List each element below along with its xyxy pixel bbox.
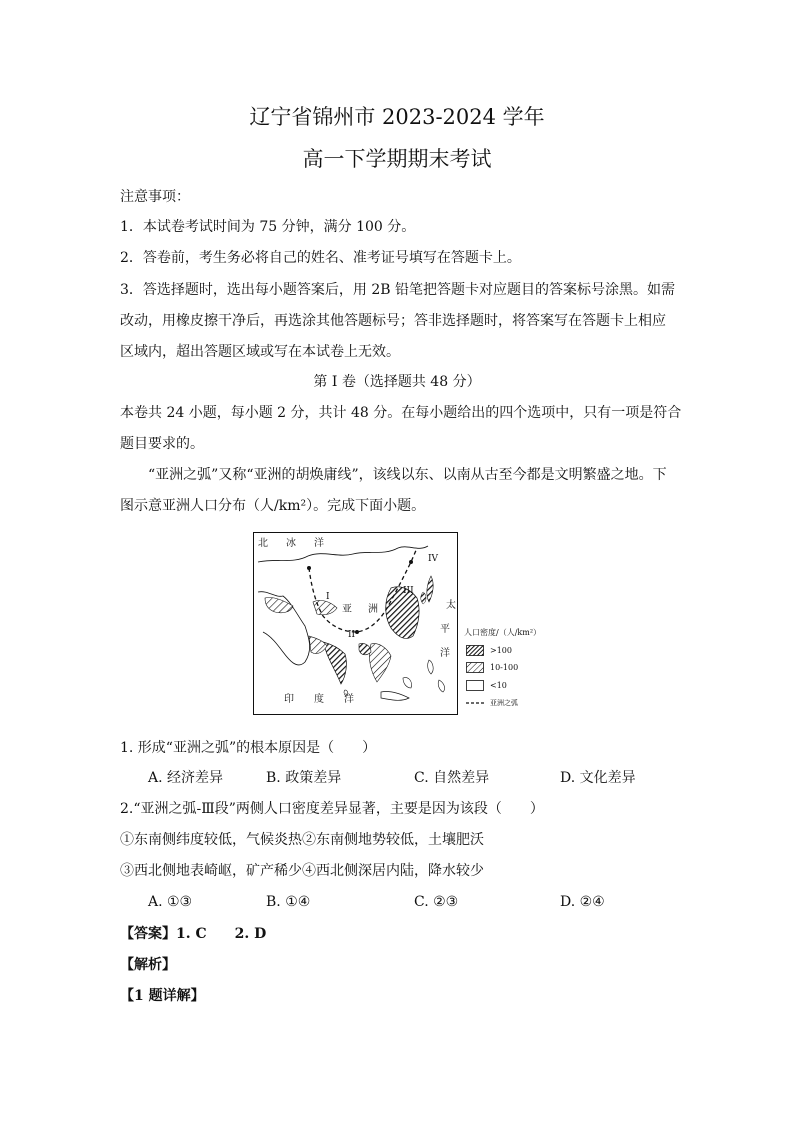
map-label-ya: 亚	[342, 604, 352, 615]
notice-item-2: 2．答卷前，考生务必将自己的姓名、准考证号填写在答题卡上。	[120, 250, 521, 266]
detail-heading-1: 【1 题详解】	[120, 988, 205, 1004]
legend-mid-label: 10-100	[490, 663, 519, 672]
q2-option-d: D. ②④	[560, 894, 605, 910]
notice-item-3-line3: 区域内，超出答题区域或写在本试卷上无效。	[120, 344, 400, 360]
map-label-region-III: III	[403, 586, 414, 596]
map-label-north: 北	[258, 538, 268, 549]
q1-stem: 1. 形成“亚洲之弧”的根本原因是（ ）	[120, 740, 377, 756]
map-label-tai: 太	[446, 600, 456, 611]
q2-stem: 2.“亚洲之弧-Ⅲ段”两侧人口密度差异显著，主要是因为该段（ ）	[120, 801, 544, 817]
map-label-ping: 平	[440, 624, 450, 635]
map-label-yin: 印	[284, 694, 294, 705]
q1-option-d: D. 文化差异	[560, 770, 636, 786]
q1-option-a: A. 经济差异	[148, 770, 224, 786]
map-label-yang-indian: 洋	[344, 694, 354, 705]
q2-statements-line1: ①东南侧纬度较低，气候炎热②东南侧地势较低，土壤肥沃	[120, 832, 484, 848]
notice-item-1: 1．本试卷考试时间为 75 分钟，满分 100 分。	[120, 219, 416, 235]
map-label-yang-pacific: 洋	[440, 648, 450, 659]
q2-statements-line2: ③西北侧地表崎岖，矿产稀少④西北侧深居内陆，降水较少	[120, 863, 484, 879]
legend-swatch-low	[466, 680, 484, 691]
q2-option-c: C. ②③	[414, 894, 459, 910]
legend-title: 人口密度/（人/km²）	[464, 628, 542, 637]
map-label-bing: 冰	[286, 538, 296, 549]
legend-swatch-mid	[466, 662, 484, 673]
map-label-yang-north: 洋	[314, 538, 324, 549]
title-line1: 辽宁省锦州市 2023-2024 学年	[249, 105, 545, 129]
section-title: 第 I 卷（选择题共 48 分）	[313, 374, 481, 390]
map-label-du: 度	[314, 694, 324, 705]
legend-arc-label: 亚洲之弧	[490, 699, 518, 707]
q2-option-b: B. ①④	[266, 894, 311, 910]
q1-option-c: C. 自然差异	[414, 770, 490, 786]
answer-line: 【答案】1. C 2. D	[120, 926, 267, 942]
title-line2: 高一下学期期末考试	[302, 147, 492, 171]
section-desc-line2: 题目要求的。	[120, 436, 204, 452]
passage-line2: 图示意亚洲人口分布（人/km²）。完成下面小题。	[120, 498, 426, 514]
notice-heading: 注意事项：	[120, 189, 190, 205]
legend-arc-line	[466, 700, 486, 706]
passage-line1: “亚洲之弧”又称“亚洲的胡焕庸线”，该线以东、以南从古至今都是文明繁盛之地。下	[148, 467, 667, 483]
legend-swatch-high	[466, 645, 484, 656]
map-label-region-II: II	[348, 630, 356, 640]
map-label-zhou: 洲	[368, 604, 378, 615]
notice-item-3-line1: 3．答选择题时，选出每小题答案后，用 2B 铅笔把答题卡对应题目的答案标号涂黑。如需	[120, 282, 676, 298]
map-label-region-I: I	[326, 592, 330, 602]
q1-option-b: B. 政策差异	[266, 770, 342, 786]
legend-low-label: <10	[490, 681, 507, 690]
map-label-region-IV: IV	[428, 554, 439, 564]
q2-option-a: A. ①③	[148, 894, 193, 910]
section-desc-line1: 本卷共 24 小题，每小题 2 分，共计 48 分。在每小题给出的四个选项中，只有一项是符合	[120, 405, 682, 421]
notice-item-3-line2: 改动，用橡皮擦干净后，再选涂其他答题标号；答非选择题时，将答案写在答题卡上相应	[120, 313, 666, 329]
analysis-heading: 【解析】	[120, 957, 176, 973]
legend-high-label: >100	[490, 646, 512, 655]
